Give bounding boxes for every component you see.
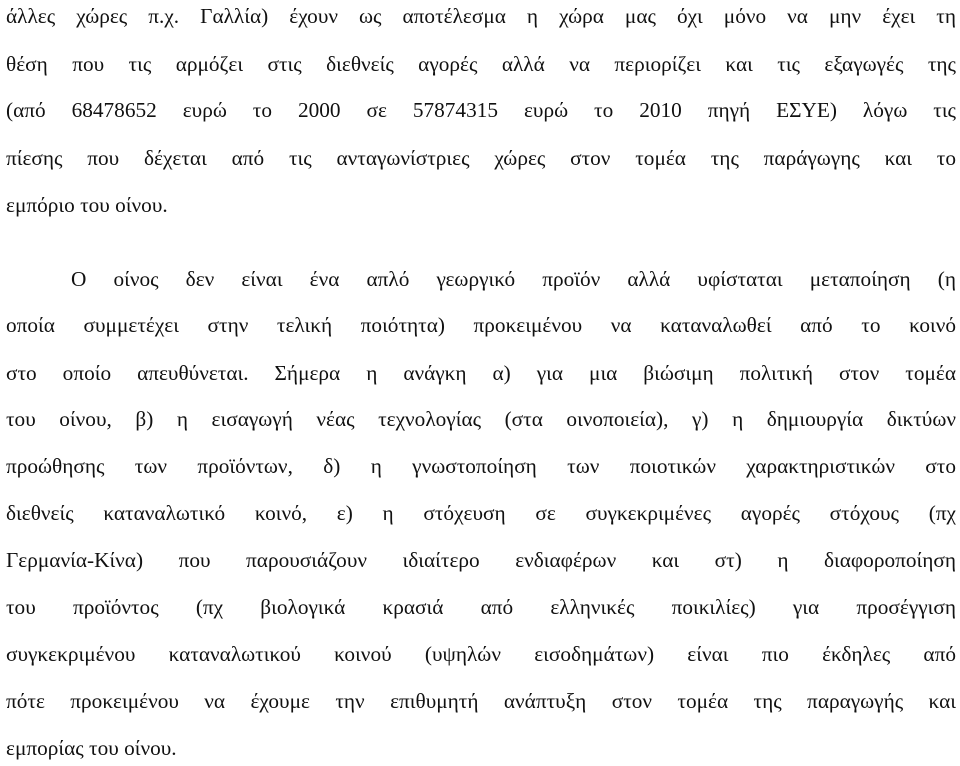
paragraph-line: Γερμανία-Κίνα) που παρουσιάζουν ιδιαίτερο ενδιαφέρων και στ) η διαφοροποίηση [6, 548, 956, 572]
paragraph-line: του προϊόντος (πχ βιολογικά κρασιά από ελληνικές ποικιλίες) για προσέγγιση [6, 595, 956, 619]
paragraph-line: πότε προκειμένου να έχουμε την επιθυμητή ανάπτυξη στον τομέα της παραγωγής και [6, 689, 956, 713]
paragraph-line: άλλες χώρες π.χ. Γαλλία) έχουν ως αποτέλεσμα η χώρα μας όχι μόνο να μην έχει τη [6, 4, 956, 28]
document-page [6, 0, 956, 766]
paragraph-line: διεθνείς καταναλωτικό κοινό, ε) η στόχευση σε συγκεκριμένες αγορές στόχους (πχ [6, 501, 956, 525]
paragraph-line: οποία συμμετέχει στην τελική ποιότητα) προκειμένου να καταναλωθεί από το κοινό [6, 313, 956, 337]
paragraph-line: πίεσης που δέχεται από τις ανταγωνίστριες χώρες στον τομέα της παράγωγης και το [6, 146, 956, 170]
paragraph-line: του οίνου, β) η εισαγωγή νέας τεχνολογίας (στα οινοποιεία), γ) η δημιουργία δικτύων [6, 407, 956, 431]
paragraph-line: Ο οίνος δεν είναι ένα απλό γεωργικό προϊόν αλλά υφίσταται μεταποίηση (η [71, 267, 956, 291]
paragraph-line: εμπορίας του οίνου. [6, 736, 177, 760]
paragraph-line: θέση που τις αρμόζει στις διεθνείς αγορές αλλά να περιορίζει και τις εξαγωγές της [6, 52, 956, 76]
paragraph-line: εμπόριο του οίνου. [6, 193, 168, 217]
paragraph-line: προώθησης των προϊόντων, δ) η γνωστοποίηση των ποιοτικών χαρακτηριστικών στο [6, 454, 956, 478]
paragraph-line: (από 68478652 ευρώ το 2000 σε 57874315 ευρώ το 2010 πηγή ΕΣΥΕ) λόγω τις [6, 98, 956, 122]
paragraph-line: στο οποίο απευθύνεται. Σήμερα η ανάγκη α) για μια βιώσιμη πολιτική στον τομέα [6, 361, 956, 385]
paragraph-line: συγκεκριμένου καταναλωτικού κοινού (υψηλών εισοδημάτων) είναι πιο έκδηλες από [6, 642, 956, 666]
